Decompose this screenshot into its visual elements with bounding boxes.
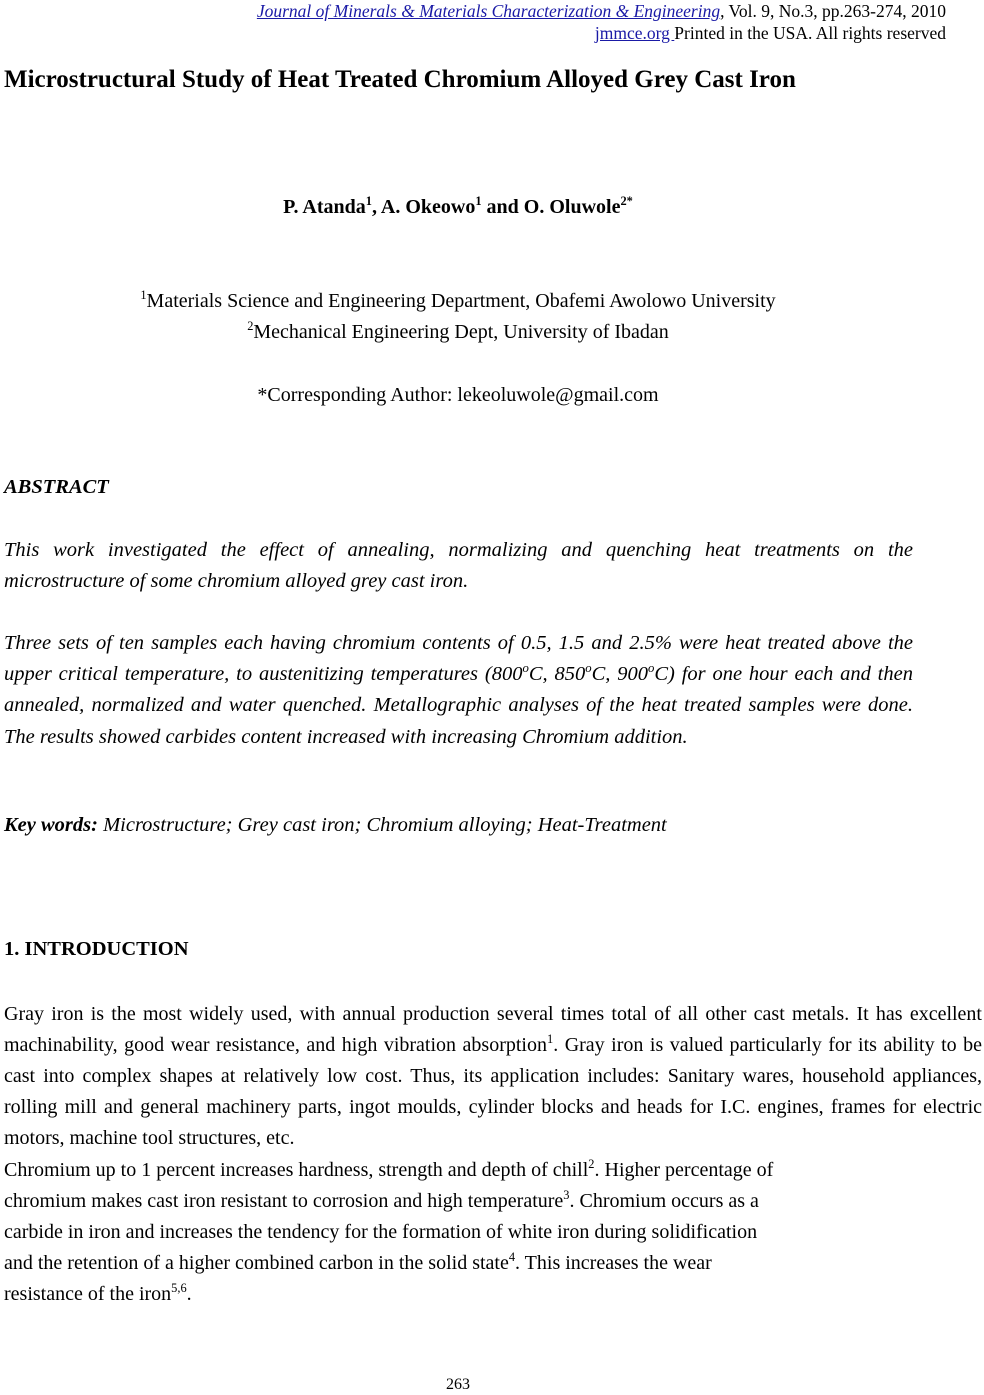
introduction-paragraph-2 <box>4 1155 773 1310</box>
intro-l5-b: . <box>186 1283 192 1305</box>
intro-l2-b: . Chromium occurs as a <box>569 1190 759 1212</box>
intro-p1-part-a: Gray iron is the most widely used, with annual production several times total of all other cast metals. It has excellent machinability, good wear resistance, and high vibration absorption <box>4 1003 982 1056</box>
author-list <box>0 193 916 219</box>
affiliation-2-marker: 2 <box>247 318 254 333</box>
paper-title: Microstructural Study of Heat Treated Chromium Alloyed Grey Cast Iron <box>4 66 796 93</box>
author-3: and O. Oluwole <box>481 196 621 218</box>
affiliation-2 <box>0 317 916 348</box>
citation-2: 2 <box>588 1156 595 1171</box>
intro-l4-b: . This increases the wear <box>515 1252 712 1274</box>
abstract-paragraph-1: This work investigated the effect of annealing, normalizing and quenching heat treatments on the microstructure of some chromium alloyed grey cast iron. <box>4 539 913 593</box>
rights-line <box>257 22 946 44</box>
intro-p1-part-b: . Gray iron is valued particularly for its ability to be cast into complex shapes at relatively low cost. Thus, its application includes: Sanitary wares, household appliances, rolling mill and general machinery parts, ingot moulds, cylinder blocks and heads for I.C. engines, frames for electric motors, machine tool structures, etc. <box>4 1034 983 1149</box>
keywords-label: Key words: <box>4 814 98 836</box>
degree-sup: o <box>522 660 529 675</box>
degree-sup: o <box>647 660 655 675</box>
site-link[interactable]: jmmce.org <box>594 23 675 43</box>
abstract-p2-part-b: C, 850 <box>528 663 586 686</box>
citation-5-6: 5,6 <box>171 1280 187 1295</box>
author-3-affil: 2* <box>620 193 633 208</box>
introduction-paragraph-1 <box>4 999 982 1154</box>
journal-citation-line <box>257 0 946 22</box>
intro-l1-b: . Higher percentage of <box>594 1159 774 1181</box>
intro-line-4 <box>4 1248 773 1279</box>
intro-line-5 <box>4 1279 773 1310</box>
citation-4: 4 <box>508 1249 516 1264</box>
intro-l1-a: Chromium up to 1 percent increases hardness, strength and depth of chill <box>4 1159 589 1181</box>
abstract-heading: ABSTRACT <box>4 476 109 498</box>
intro-l4-a: and the retention of a higher combined carbon in the solid state <box>4 1252 509 1274</box>
abstract-p2-part-d: C) for one hour each and then annealed, normalized and water quenched. Metallographic analyses of the heat treated samples were done. The results showed carbides content increased with increasing Chromium addition. <box>4 663 913 748</box>
intro-line-2 <box>4 1186 773 1217</box>
abstract-p2-part-c: C, 900 <box>591 663 648 686</box>
author-2-affil: 1 <box>475 193 482 208</box>
author-1-affil: 1 <box>365 193 372 208</box>
citation-1: 1 <box>546 1031 554 1046</box>
intro-line-3: carbide in iron and increases the tendency for the formation of white iron during solidification <box>4 1221 758 1243</box>
affiliations <box>0 286 916 348</box>
journal-link[interactable]: Journal of Minerals & Materials Characterization & Engineering <box>256 1 721 21</box>
citation-3: 3 <box>563 1187 570 1202</box>
corresponding-author: *Corresponding Author: lekeoluwole@gmail.com <box>257 384 659 406</box>
author-2: , A. Okeowo <box>371 196 476 218</box>
keywords <box>4 814 667 837</box>
affiliation-1 <box>0 286 916 317</box>
affiliation-1-marker: 1 <box>140 287 147 302</box>
abstract-p2-part-a: Three sets of ten samples each having chromium contents of 0.5, 1.5 and 2.5% were heat treated above the upper critical temperature, to austenitizing temperatures (800 <box>4 632 913 686</box>
intro-line-1 <box>4 1155 773 1186</box>
volume-info: , Vol. 9, No.3, pp.263-274, 2010 <box>720 1 946 21</box>
abstract-paragraph-2 <box>4 628 913 753</box>
intro-l5-a: resistance of the iron <box>4 1283 172 1305</box>
author-1: P. Atanda <box>283 196 366 218</box>
affiliation-2-text: Mechanical Engineering Dept, University of Ibadan <box>253 321 669 343</box>
affiliation-1-text: Materials Science and Engineering Department, Obafemi Awolowo University <box>146 290 776 312</box>
journal-header <box>257 0 946 44</box>
degree-sup: o <box>585 660 592 675</box>
rights-text: Printed in the USA. All rights reserved <box>674 23 946 43</box>
intro-l2-a: chromium makes cast iron resistant to corrosion and high temperature <box>4 1190 564 1212</box>
keywords-text: Microstructure; Grey cast iron; Chromium alloying; Heat-Treatment <box>97 814 667 836</box>
introduction-heading: 1. INTRODUCTION <box>4 938 189 960</box>
page-number: 263 <box>446 1376 470 1393</box>
